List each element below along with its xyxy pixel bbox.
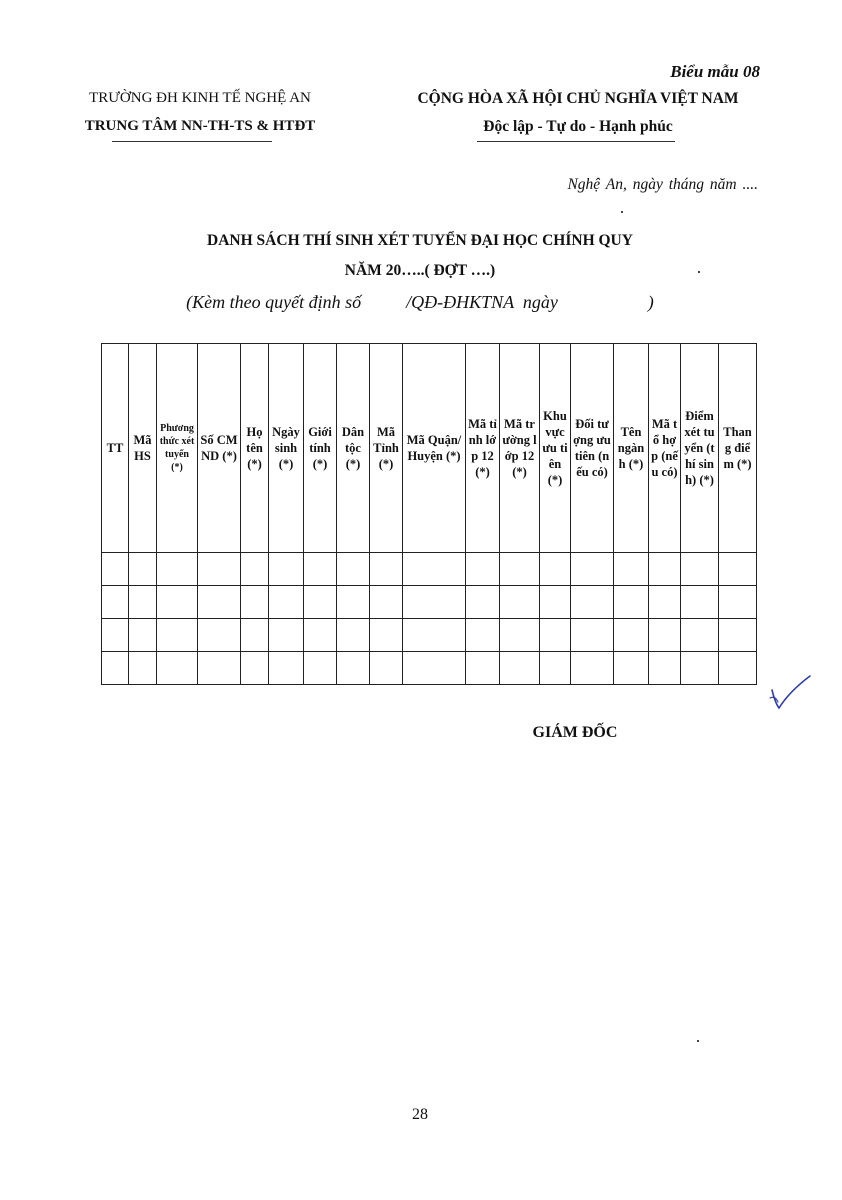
col-header: Thang điểm (*) <box>719 344 757 553</box>
table-cell <box>403 619 466 652</box>
table-cell <box>129 586 157 619</box>
table-cell <box>649 586 681 619</box>
table-cell <box>241 586 269 619</box>
place-date-line: Nghệ An, ngày tháng năm .... <box>567 176 758 193</box>
table-cell <box>102 586 129 619</box>
col-header: Mã tỉnh lớp 12 (*) <box>466 344 500 553</box>
col-header: Khu vực ưu tiên (*) <box>540 344 571 553</box>
table-cell <box>129 619 157 652</box>
table-cell <box>198 553 241 586</box>
col-header: Số CMND (*) <box>198 344 241 553</box>
table-cell <box>403 586 466 619</box>
table-cell <box>500 586 540 619</box>
national-title: CỘNG HÒA XÃ HỘI CHỦ NGHĨA VIỆT NAM <box>417 90 739 107</box>
table-header-row <box>102 344 757 553</box>
scan-speck <box>697 1040 699 1042</box>
university-name: TRƯỜNG ĐH KINH TẾ NGHỆ AN <box>89 90 311 106</box>
table-cell <box>337 553 370 586</box>
table-cell <box>571 652 614 685</box>
col-header: Giới tính (*) <box>304 344 337 553</box>
scan-speck <box>698 271 700 273</box>
table-row <box>102 553 757 586</box>
table-cell <box>370 586 403 619</box>
col-header: Mã Quận/ Huyện (*) <box>403 344 466 553</box>
table-cell <box>403 553 466 586</box>
table-cell <box>198 586 241 619</box>
table-cell <box>304 553 337 586</box>
national-motto: Độc lập - Tự do - Hạnh phúc <box>483 118 673 135</box>
table-cell <box>466 586 500 619</box>
table-cell <box>269 619 304 652</box>
form-number: Biểu mẫu 08 <box>670 62 760 81</box>
center-name: TRUNG TÂM NN-TH-TS & HTĐT <box>84 118 316 134</box>
table-cell <box>649 619 681 652</box>
col-header: Ngày sinh (*) <box>269 344 304 553</box>
table-cell <box>370 652 403 685</box>
table-cell <box>129 553 157 586</box>
table-cell <box>241 553 269 586</box>
table-cell <box>370 553 403 586</box>
table-cell <box>337 652 370 685</box>
table-cell <box>719 619 757 652</box>
scan-speck <box>621 211 623 213</box>
table-cell <box>681 553 719 586</box>
table-cell <box>614 652 649 685</box>
table-cell <box>719 652 757 685</box>
col-header: Mã HS <box>129 344 157 553</box>
table-cell <box>269 652 304 685</box>
document-year-round: NĂM 20…..( ĐỢT ….) <box>344 262 496 279</box>
col-header: TT <box>102 344 129 553</box>
table-cell <box>540 619 571 652</box>
table-cell <box>500 619 540 652</box>
table-cell <box>102 619 129 652</box>
table-cell <box>102 652 129 685</box>
handwritten-tick-mark <box>766 672 816 712</box>
table-cell <box>157 553 198 586</box>
table-row <box>102 652 757 685</box>
table-cell <box>649 652 681 685</box>
table-body <box>102 553 757 685</box>
document-decision-ref: (Kèm theo quyết định số /QĐ-ĐHKTNA ngày ) <box>186 292 654 312</box>
table-cell <box>157 586 198 619</box>
table-cell <box>571 619 614 652</box>
candidate-list-table <box>101 343 757 685</box>
table-cell <box>500 652 540 685</box>
table-cell <box>403 652 466 685</box>
table-cell <box>466 619 500 652</box>
table-cell <box>614 586 649 619</box>
col-header: Mã tổ hợp (nếu có) <box>649 344 681 553</box>
table-cell <box>681 586 719 619</box>
table-cell <box>102 553 129 586</box>
table-cell <box>681 652 719 685</box>
signature-title: GIÁM ĐỐC <box>532 724 618 741</box>
table-cell <box>681 619 719 652</box>
table-row <box>102 619 757 652</box>
table-cell <box>269 553 304 586</box>
table-cell <box>370 619 403 652</box>
table-cell <box>157 619 198 652</box>
table-cell <box>540 586 571 619</box>
table-cell <box>241 652 269 685</box>
table-cell <box>649 553 681 586</box>
table-cell <box>337 586 370 619</box>
col-header: Phương thức xét tuyển (*) <box>157 344 198 553</box>
col-header: Đối tượng ưu tiên (nếu có) <box>571 344 614 553</box>
table-cell <box>466 553 500 586</box>
table-cell <box>269 586 304 619</box>
document-title: DANH SÁCH THÍ SINH XÉT TUYỂN ĐẠI HỌC CHÍNH QUY <box>207 232 633 249</box>
table-cell <box>466 652 500 685</box>
table-cell <box>614 619 649 652</box>
table-cell <box>157 652 198 685</box>
table-cell <box>571 586 614 619</box>
table-cell <box>571 553 614 586</box>
table-cell <box>304 586 337 619</box>
table-cell <box>719 553 757 586</box>
col-header: Tên ngành (*) <box>614 344 649 553</box>
table-cell <box>614 553 649 586</box>
col-header: Điểm xét tuyển (thí sinh) (*) <box>681 344 719 553</box>
table-cell <box>304 619 337 652</box>
table-cell <box>337 619 370 652</box>
table-cell <box>540 553 571 586</box>
table-cell <box>241 619 269 652</box>
table-cell <box>198 652 241 685</box>
table-cell <box>500 553 540 586</box>
table-cell <box>129 652 157 685</box>
header-right-underline <box>477 141 675 142</box>
header-left-underline <box>112 141 272 142</box>
col-header: Họ tên (*) <box>241 344 269 553</box>
col-header: Mã Tỉnh (*) <box>370 344 403 553</box>
table-cell <box>304 652 337 685</box>
col-header: Mã trường lớp 12 (*) <box>500 344 540 553</box>
page-number: 28 <box>412 1106 428 1123</box>
table-row <box>102 586 757 619</box>
table-cell <box>719 586 757 619</box>
table-cell <box>198 619 241 652</box>
col-header: Dân tộc (*) <box>337 344 370 553</box>
table-cell <box>540 652 571 685</box>
